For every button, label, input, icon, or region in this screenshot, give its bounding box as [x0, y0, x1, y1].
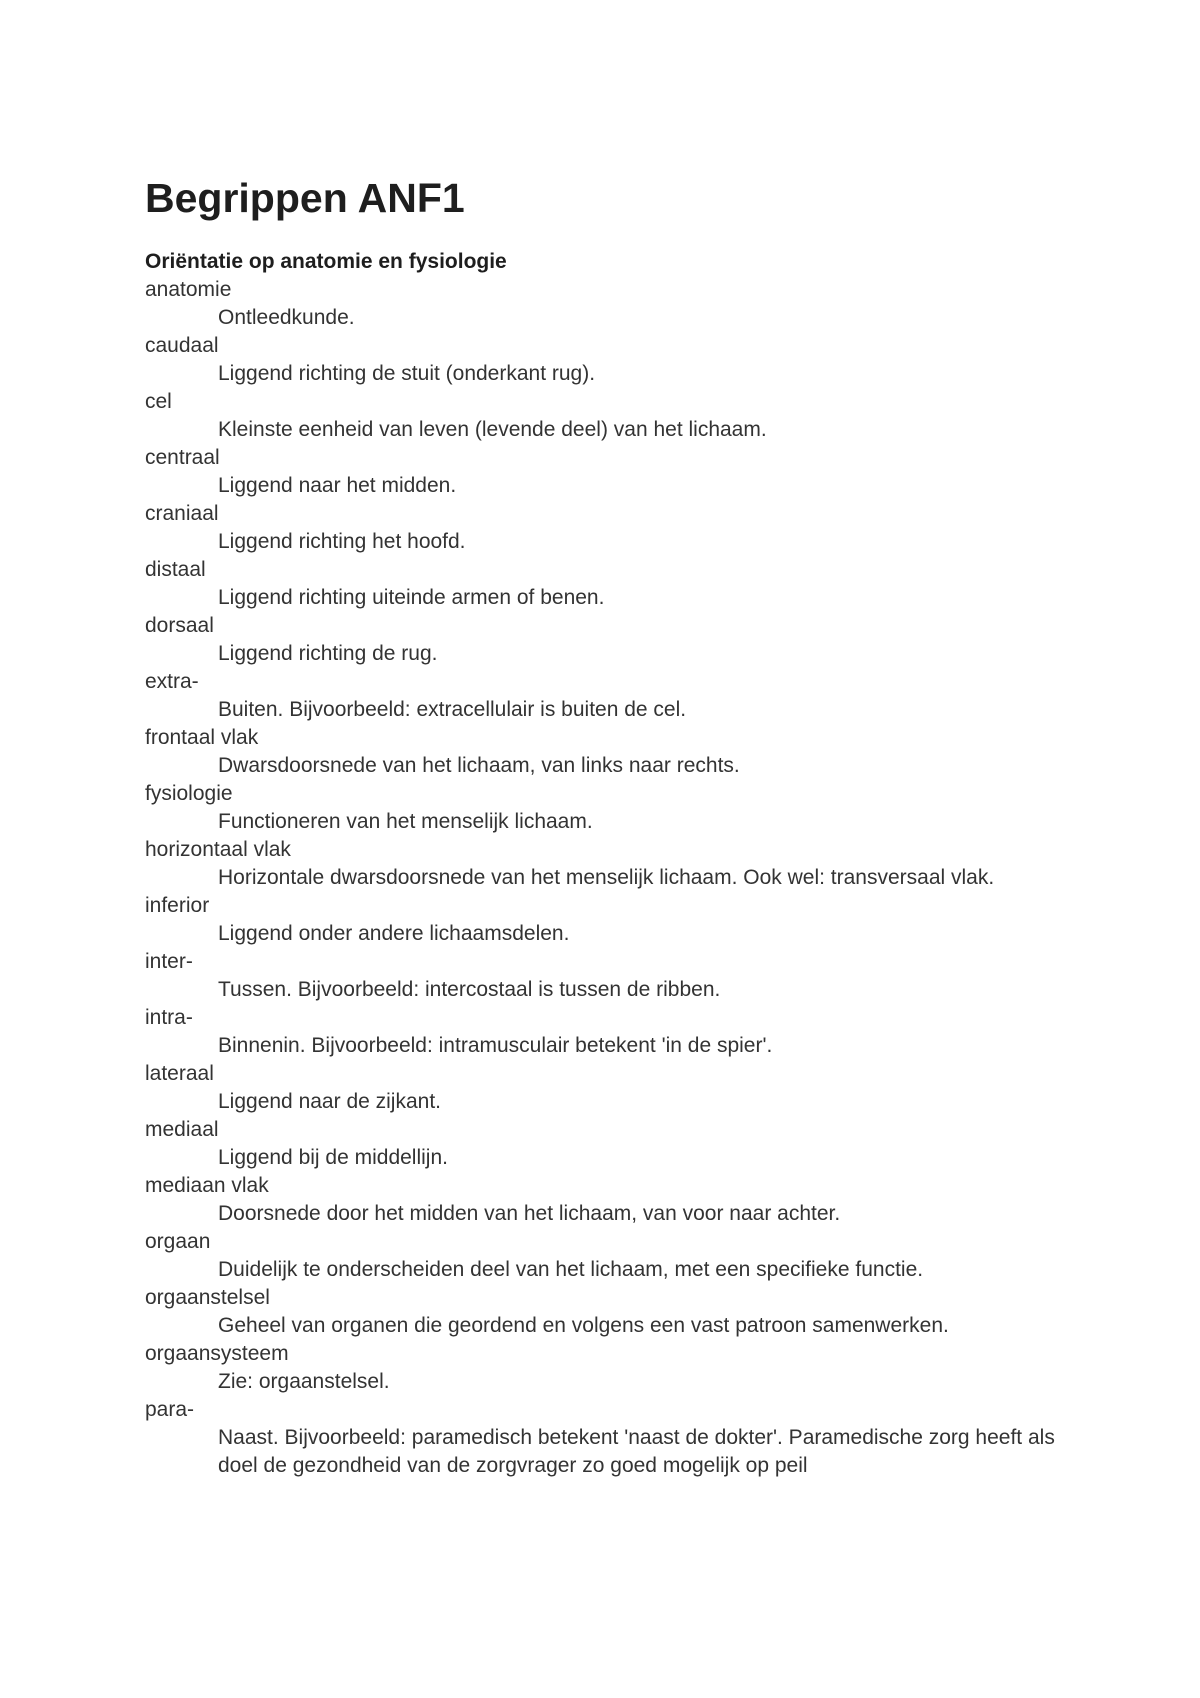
glossary-definition: Liggend bij de middellijn.: [218, 1146, 448, 1169]
glossary-term: anatomie: [145, 278, 232, 301]
glossary-entry: [145, 276, 1075, 332]
glossary-term: fysiologie: [145, 782, 233, 805]
glossary-entry: [145, 1116, 1075, 1172]
glossary-definition: Duidelijk te onderscheiden deel van het lichaam, met een specifieke functie.: [218, 1258, 924, 1281]
glossary-term: centraal: [145, 446, 220, 469]
glossary-term: orgaansysteem: [145, 1342, 289, 1365]
glossary-term: caudaal: [145, 334, 219, 357]
glossary-term: inferior: [145, 894, 210, 917]
glossary-entry: [145, 444, 1075, 500]
glossary-definition: Geheel van organen die geordend en volgens een vast patroon samenwerken.: [218, 1314, 949, 1337]
glossary-term: para-: [145, 1398, 195, 1421]
document-title: Begrippen ANF1: [145, 175, 465, 221]
glossary-entry: [145, 1396, 1075, 1480]
glossary-term: orgaan: [145, 1230, 211, 1253]
glossary-term: frontaal vlak: [145, 726, 259, 749]
glossary-entry: [145, 1060, 1075, 1116]
glossary-definition: Liggend richting de rug.: [218, 642, 438, 665]
glossary-term: cel: [145, 390, 172, 413]
glossary-term: orgaanstelsel: [145, 1286, 270, 1309]
glossary-definition: Tussen. Bijvoorbeeld: intercostaal is tussen de ribben.: [218, 978, 721, 1001]
glossary-definition: Dwarsdoorsnede van het lichaam, van links naar rechts.: [218, 754, 740, 777]
glossary-entry: [145, 556, 1075, 612]
glossary-term: lateraal: [145, 1062, 214, 1085]
glossary-definition: Horizontale dwarsdoorsnede van het menselijk lichaam. Ook wel: transversaal vlak.: [218, 866, 995, 889]
glossary-definition: Binnenin. Bijvoorbeeld: intramusculair betekent 'in de spier'.: [218, 1034, 773, 1057]
glossary-definition: Liggend richting het hoofd.: [218, 530, 466, 553]
glossary-term: extra-: [145, 670, 199, 693]
glossary-definition: Liggend richting de stuit (onderkant rug).: [218, 362, 596, 385]
glossary-term: intra-: [145, 1006, 193, 1029]
glossary-entry: [145, 1284, 1075, 1340]
glossary-entry: [145, 612, 1075, 668]
glossary-entry: [145, 1004, 1075, 1060]
glossary-entry: [145, 836, 1075, 892]
glossary-definition: Zie: orgaanstelsel.: [218, 1370, 390, 1393]
glossary-entry: [145, 780, 1075, 836]
glossary-term: distaal: [145, 558, 206, 581]
glossary-entry: [145, 1228, 1075, 1284]
glossary-term: horizontaal vlak: [145, 838, 291, 861]
glossary-definition: Functioneren van het menselijk lichaam.: [218, 810, 593, 833]
glossary-definition: Ontleedkunde.: [218, 306, 355, 329]
glossary-term: dorsaal: [145, 614, 214, 637]
glossary-definition: Liggend naar het midden.: [218, 474, 457, 497]
glossary-term: craniaal: [145, 502, 219, 525]
glossary-entry: [145, 1172, 1075, 1228]
glossary-definition: Naast. Bijvoorbeeld: paramedisch betekent 'naast de dokter'. Paramedische zorg heeft als doel de gezondheid van de zorgvrager zo goed mogelijk op peil: [218, 1426, 1055, 1477]
glossary-term: mediaal: [145, 1118, 219, 1141]
glossary-definition: Doorsnede door het midden van het lichaam, van voor naar achter.: [218, 1202, 841, 1225]
glossary-entry: [145, 332, 1075, 388]
glossary-entry: [145, 668, 1075, 724]
glossary-term: inter-: [145, 950, 193, 973]
section-heading: Oriëntatie op anatomie en fysiologie: [145, 250, 507, 273]
glossary-entry: [145, 724, 1075, 780]
glossary-term: mediaan vlak: [145, 1174, 269, 1197]
glossary-entry: [145, 500, 1075, 556]
glossary-list: [145, 276, 1075, 1480]
glossary-definition: Kleinste eenheid van leven (levende deel) van het lichaam.: [218, 418, 767, 441]
glossary-definition: Liggend naar de zijkant.: [218, 1090, 441, 1113]
glossary-definition: Buiten. Bijvoorbeeld: extracellulair is buiten de cel.: [218, 698, 687, 721]
glossary-entry: [145, 892, 1075, 948]
glossary-definition: Liggend richting uiteinde armen of benen.: [218, 586, 605, 609]
glossary-entry: [145, 388, 1075, 444]
glossary-entry: [145, 1340, 1075, 1396]
document-page: [145, 170, 1075, 1480]
glossary-definition: Liggend onder andere lichaamsdelen.: [218, 922, 570, 945]
glossary-entry: [145, 948, 1075, 1004]
